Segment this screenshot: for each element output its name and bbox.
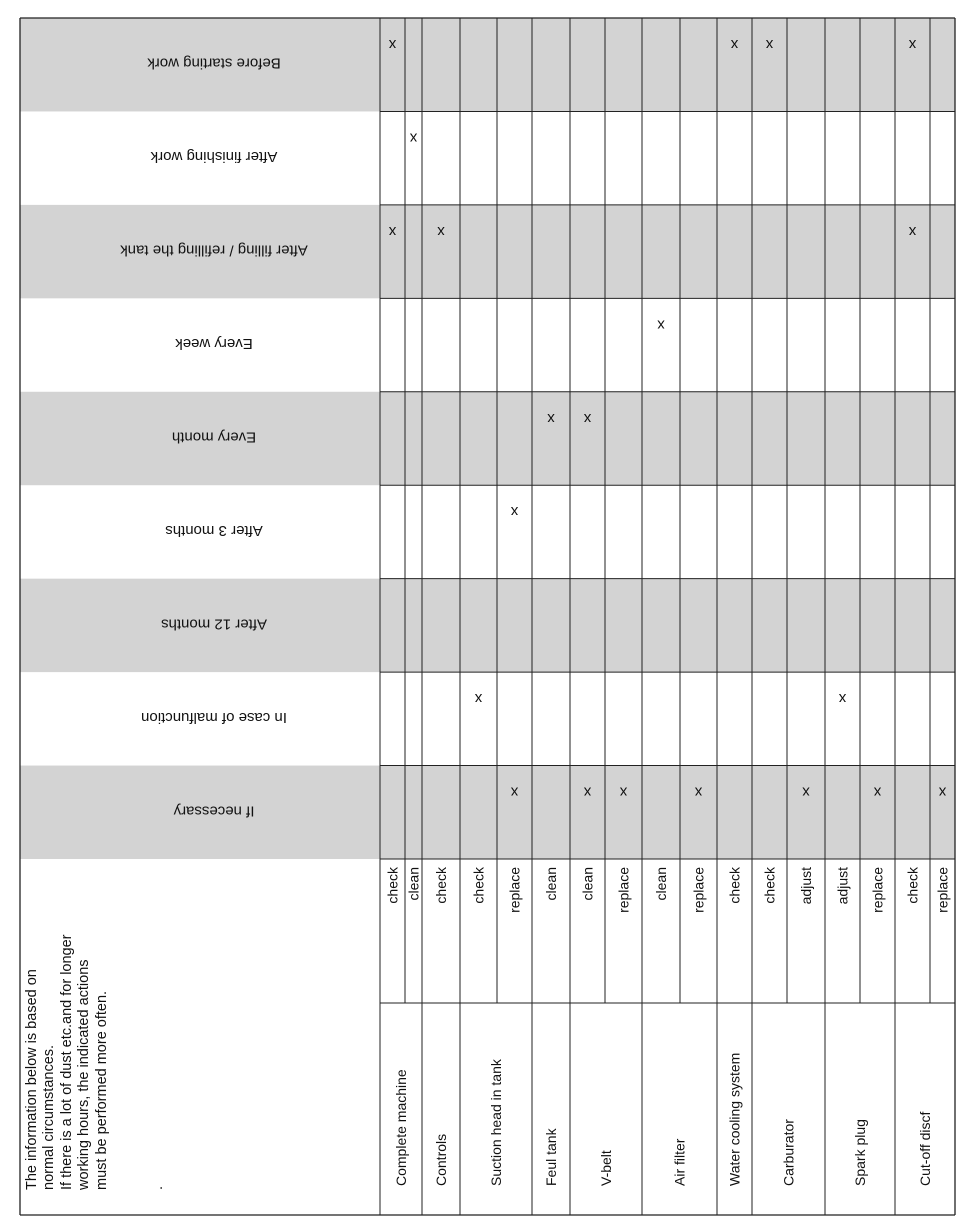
row-action-label: clean (405, 867, 422, 901)
component-group-label: Air filter (671, 1138, 688, 1186)
schedule-mark: x (510, 783, 519, 801)
component-group-label: V-belt (598, 1150, 614, 1186)
component-group-label: Spark plug (852, 1119, 868, 1186)
row-action-label: check (726, 867, 743, 904)
schedule-mark: x (938, 783, 947, 801)
row-action-label: adjust (834, 867, 851, 905)
schedule-mark: x (908, 36, 917, 53)
row-action-label: replace (934, 867, 951, 913)
row-action-label: check (470, 867, 487, 904)
component-group-label: Water cooling system (726, 1052, 743, 1186)
schedule-mark: x (583, 783, 592, 801)
schedule-mark: x (730, 36, 739, 53)
schedule-column-header: After filling / refilling the tank (120, 241, 308, 259)
row-action-label: check (433, 867, 449, 904)
intro-text-line: The information below is based on (24, 969, 40, 1190)
schedule-mark: x (388, 222, 397, 240)
schedule-mark: x (802, 783, 810, 801)
component-group-label: Suction head in tank (488, 1059, 504, 1186)
intro-text-line: . (150, 1185, 166, 1190)
row-action-label: check (761, 867, 778, 904)
schedule-mark: x (908, 222, 917, 240)
intro-text-line: working hours, the indicated actions (76, 959, 92, 1190)
column-shade (20, 766, 955, 859)
schedule-column-header: After 3 months (165, 521, 263, 539)
schedule-mark: x (657, 316, 665, 334)
shading-layer (20, 18, 955, 859)
schedule-mark: x (388, 36, 397, 53)
schedule-mark: x (873, 783, 882, 801)
schedule-mark: x (437, 222, 445, 240)
row-action-label: check (904, 867, 921, 904)
schedule-mark: x (694, 783, 703, 801)
row-action-label: clean (579, 867, 596, 901)
row-action-label: replace (690, 867, 707, 913)
intro-text-line: If there is a lot of dust etc.and for longer (59, 934, 75, 1190)
component-group-label: Controls (433, 1133, 449, 1186)
row-action-label: adjust (798, 867, 814, 905)
component-group-label: Cut-off discf (917, 1111, 933, 1186)
schedule-column-header: In case of malfunction (141, 708, 287, 726)
schedule-mark: x (838, 690, 847, 708)
schedule-mark: x (765, 36, 774, 53)
row-action-label: replace (615, 867, 632, 913)
schedule-mark: x (583, 409, 592, 427)
component-group-label: Feul tank (543, 1128, 559, 1186)
intro-text-line: must be performed more often. (94, 990, 110, 1190)
row-action-label: check (384, 867, 401, 904)
row-action-label: replace (506, 867, 523, 913)
schedule-mark: x (547, 409, 555, 427)
schedule-mark: x (510, 503, 519, 521)
schedule-column-header: After 12 months (161, 615, 267, 633)
schedule-column-header: Every month (171, 428, 257, 446)
row-action-label: clean (543, 867, 559, 901)
column-shade (20, 579, 955, 672)
schedule-column-header: After finishing work (150, 148, 278, 166)
component-group-label: Carburator (780, 1119, 797, 1186)
schedule-column-header: Before starting work (147, 54, 281, 72)
schedule-mark: x (619, 783, 628, 801)
schedule-mark: x (474, 690, 483, 708)
intro-text-line: normal circumstances. (41, 1044, 57, 1190)
schedule-column-header: If necessary (173, 802, 255, 820)
component-group-label: Complete machine (393, 1069, 409, 1186)
schedule-column-header: Every week (175, 335, 253, 353)
row-action-label: clean (653, 867, 669, 901)
column-shade (20, 392, 955, 485)
row-action-label: replace (869, 867, 886, 913)
schedule-mark: x (409, 129, 418, 147)
